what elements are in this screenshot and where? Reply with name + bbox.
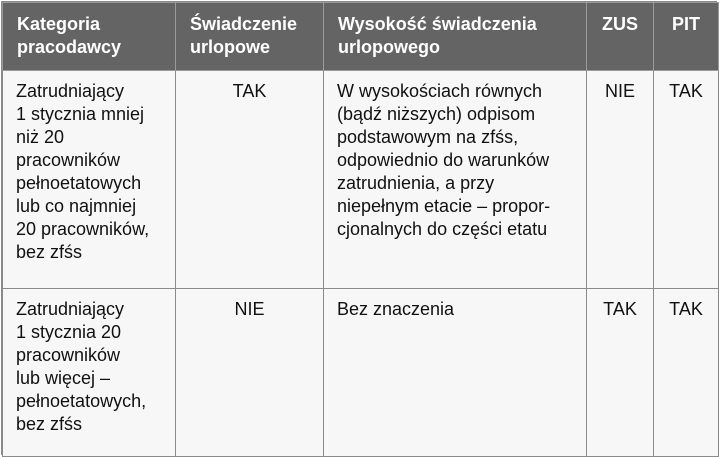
benefit-table-grid (2, 2, 719, 457)
header-wysokosc: Wysokość świadczenia urlopowego (324, 3, 587, 71)
cell-zus: TAK (587, 289, 654, 457)
header-swiadczenie: Świadczenie urlopowe (176, 3, 324, 71)
cell-wysokosc: W wysokościach równych (bądź niższych) odpisom podstawowym na zfśs, odpowiednio do warunków zatrudnienia, a przy niepełnym etacie – propor- cjonalnych do części etatu (324, 71, 587, 289)
table-row (3, 71, 719, 289)
table-body (3, 71, 719, 457)
benefit-table (1, 1, 717, 455)
header-pit: PIT (654, 3, 719, 71)
cell-swiadczenie: NIE (176, 289, 324, 457)
header-kategoria: Kategoria pracodawcy (3, 3, 176, 71)
header-zus: ZUS (587, 3, 654, 71)
table-row (3, 289, 719, 457)
cell-zus: NIE (587, 71, 654, 289)
cell-pit: TAK (654, 289, 719, 457)
cell-swiadczenie: TAK (176, 71, 324, 289)
header-row (3, 3, 719, 71)
cell-kategoria: Zatrudniający 1 stycznia 20 pracowników lub więcej – pełnoetatowych, bez zfśs (3, 289, 176, 457)
cell-kategoria: Zatrudniający 1 stycznia mniej niż 20 pracowników pełnoetatowych lub co najmniej 20 pracowników, bez zfśs (3, 71, 176, 289)
cell-pit: TAK (654, 71, 719, 289)
cell-wysokosc: Bez znaczenia (324, 289, 587, 457)
table-header (3, 3, 719, 71)
